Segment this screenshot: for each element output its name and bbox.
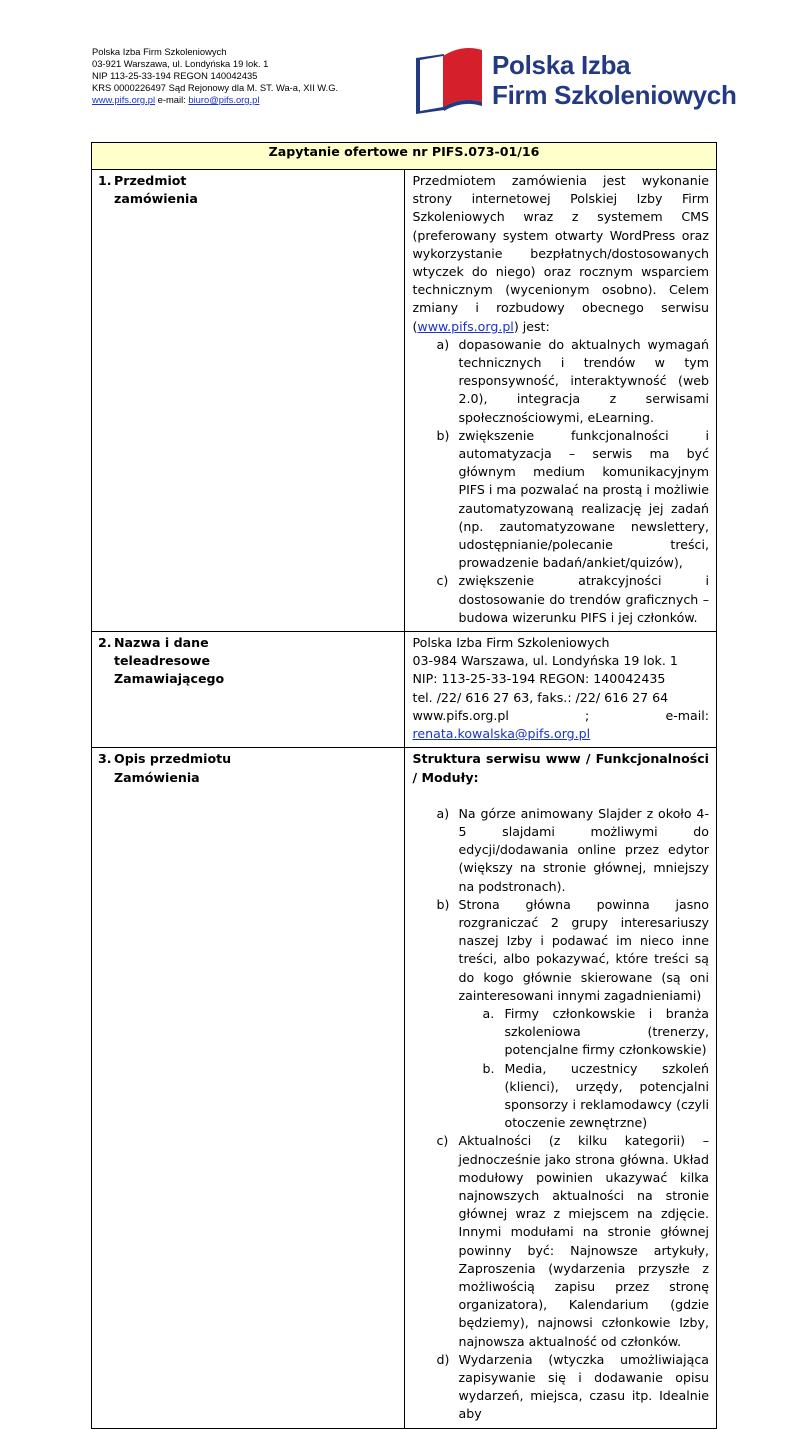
letterhead-contact-line (92, 94, 338, 106)
pifs-website-link[interactable]: www.pifs.org.pl (417, 318, 514, 334)
title-row (92, 143, 717, 170)
logo-wordmark (492, 50, 737, 110)
pifs-logo (410, 40, 744, 122)
section-row-2 (92, 632, 717, 748)
section-content-1 (404, 170, 717, 632)
section-label-line: Przedmiot (114, 173, 187, 188)
section-label-line: teleadresowe (114, 653, 211, 669)
section-content-3 (404, 748, 717, 1428)
section-label-1 (92, 170, 405, 632)
sub-list-item: a. Firmy członkowskie i branża szkoleniowa (trenerzy, potencjalne firmy członkowskie) (482, 1005, 709, 1058)
letterhead-krs: KRS 0000226497 Sąd Rejonowy dla M. ST. Wa-a, XII W.G. (92, 82, 339, 93)
sub-list-item: b. Media, uczestnicy szkoleń (klienci), urzędy, potencjalni sponsorzy i reklamodawcy (czyli otoczenie zewnętrzne) (482, 1060, 709, 1131)
inquiry-table (91, 142, 717, 1429)
section-label-2 (92, 632, 405, 748)
section-row-1 (92, 170, 717, 632)
section-number: 2. (98, 635, 112, 651)
letterhead-email-label: e-mail: (155, 94, 189, 105)
section-heading: Struktura serwisu www / Funkcjonalności / Moduły: (412, 751, 709, 785)
letterhead-address-block (92, 46, 338, 106)
list-item: a) dopasowanie do aktualnych wymagań technicznych i trendów w tym responsywność, interaktywność (web 2.0), integracja z serwisami społecznościowymi, eLearning. (436, 336, 709, 425)
contact-email-link[interactable]: renata.kowalska@pifs.org.pl (412, 726, 591, 742)
contact-line: 03-984 Warszawa, ul. Londyńska 19 lok. 1 (412, 653, 678, 669)
list-item: b) Strona główna powinna jasno rozgraniczać 2 grupy interesariuszy naszej Izby i podawać im nieco inne treści, albo pokazywać, które treści są do kogo głównie skierowane (są oni zainteresowani innymi zagadnieniami) (436, 896, 709, 1003)
contact-line: tel. /22/ 616 27 63, faks.: /22/ 616 27 64 (412, 689, 669, 705)
section-number: 1. (98, 173, 112, 188)
book-logo-icon (410, 40, 492, 122)
letterhead-website-link[interactable]: www.pifs.org.pl (92, 94, 156, 105)
section-intro: Przedmiotem zamówienia jest wykonanie strony internetowej Polskiej Izby Firm Szkoleniowych wraz z systemem CMS (preferowany system otwarty WordPress oraz wykorzystanie bezpłatnych/dostosowanych wtyczek do niego) oraz rocznym wsparciem technicznym (wycenionym osobno). Celem zmiany i rozbudowy obecnego serwisu (www.pifs.org.pl) jest: (412, 173, 709, 334)
section-label-line: Nazwa i dane (114, 635, 209, 651)
section-number: 3. (98, 751, 112, 767)
section-label-line: Opis przedmiotu (114, 751, 232, 767)
section-label-line: Zamawiającego (114, 671, 225, 687)
letterhead-nip-regon: NIP 113-25-33-194 REGON 140042435 (92, 70, 258, 81)
logo-line-2: Firm Szkoleniowych (492, 80, 737, 110)
list-item: b) zwiększenie funkcjonalności i automatyzacja – serwis ma być głównym medium komunikacyjnym PIFS i ma pozwalać na prostą i możliwie zautomatyzowaną realizację jej zadań (np. zautomatyzowane newslettery, udostępnianie/polecanie treści, prowadzenie badań/ankiet/quizów), (436, 427, 709, 571)
list-item: a) Na górze animowany Slajder z około 4-5 slajdami możliwymi do edycji/dodawania online przez edytor (większy na stronie głównej, mniejszy na podstronach). (436, 805, 709, 894)
contact-line: NIP: 113-25-33-194 REGON: 140042435 (412, 671, 666, 687)
letterhead-email-link[interactable]: biuro@pifs.org.pl (188, 94, 260, 105)
section-label-line: zamówienia (114, 191, 198, 207)
list-item: c) zwiększenie atrakcyjności i dostosowanie do trendów graficznych – budowa wizerunku PIFS i jej członków. (436, 573, 709, 625)
letterhead-address: 03-921 Warszawa, ul. Londyńska 19 lok. 1 (92, 58, 269, 69)
contact-web-line: www.pifs.org.pl ; e-mail: renata.kowalska@pifs.org.pl (412, 707, 709, 742)
section-label-3 (92, 748, 405, 1428)
letterhead-org-name: Polska Izba Firm Szkoleniowych (92, 46, 227, 57)
section-content-2 (404, 632, 717, 748)
logo-line-1: Polska Izba (492, 50, 631, 80)
list-item: c) Aktualności (z kilku kategorii) – jednocześnie jako strona główna. Układ modułowy powinien ukazywać kilka najnowszych aktualności na stronie głównej wraz z miejscem na zdjęcie. Innymi modułami na stronie głównej powinny być: Najnowsze artykuły, Zaproszenia (wydarzenia przyszłe z możliwością zapisu przez stronę organizatora), Kalendarium (gdzie będziemy), najnowsi członkowie Izby, najnowsza aktualność od członków. (436, 1133, 709, 1349)
section-row-3 (92, 748, 717, 1428)
section-label-line: Zamówienia (114, 769, 200, 785)
contact-line: Polska Izba Firm Szkoleniowych (412, 635, 610, 651)
list-item: d) Wydarzenia (wtyczka umożliwiająca zapisywanie się i dodawanie opisu wydarzeń, miejsca, czasu itp. Idealnie aby (436, 1351, 709, 1422)
document-title: Zapytanie ofertowe nr PIFS.073-01/16 (92, 143, 717, 170)
